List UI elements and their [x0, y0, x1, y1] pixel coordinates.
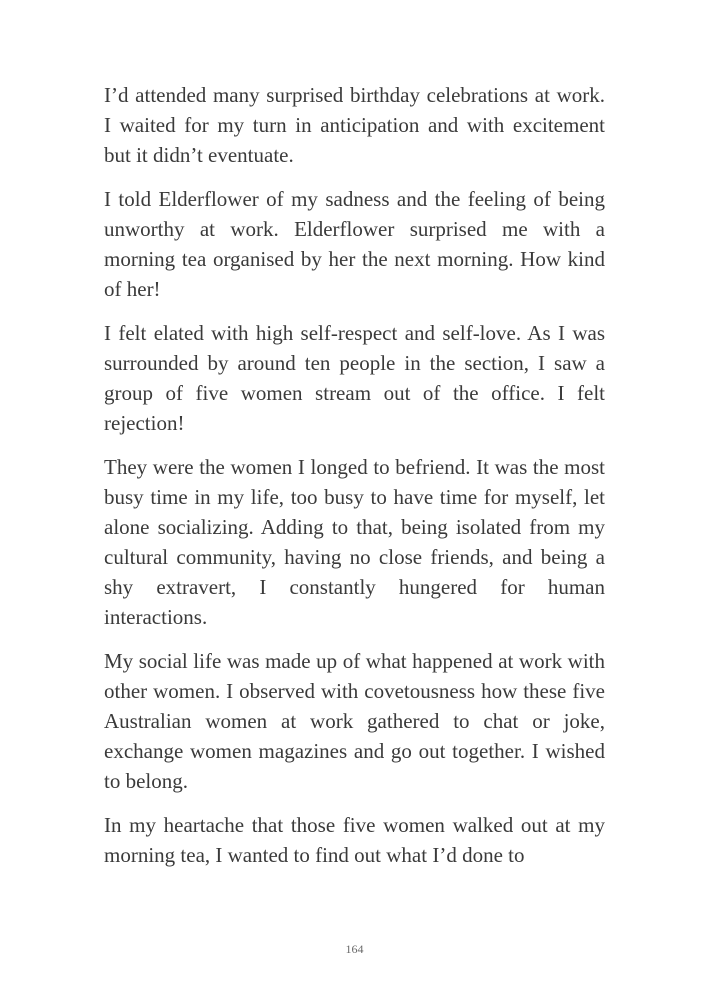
- paragraph-3: I felt elated with high self-respect and self-love. As I was surrounded by around ten people in the section, I saw a group of five women stream out of the office. I felt rejection!: [104, 321, 605, 435]
- paragraph-5: My social life was made up of what happened at work with other women. I observed with covetousness how these five Australian women at work gathered to chat or joke, exchange women magazines and go out together. I wished to belong.: [104, 649, 605, 793]
- page-number: 164: [345, 942, 364, 956]
- paragraph-2: I told Elderflower of my sadness and the feeling of being unworthy at work. Elderflower surprised me with a morning tea organised by her the next morning. How kind of her!: [104, 187, 605, 301]
- paragraph-4: They were the women I longed to befriend. It was the most busy time in my life, too busy to have time for myself, let alone socializing. Adding to that, being isolated from my cultural community, having no close friends, and being a shy extravert, I constantly hungered for human interactions.: [104, 455, 605, 629]
- paragraph-6: In my heartache that those five women walked out at my morning tea, I wanted to find out what I’d done to: [104, 813, 605, 867]
- paragraph-1: I’d attended many surprised birthday celebrations at work. I waited for my turn in anticipation and with excitement but it didn’t eventuate.: [104, 83, 605, 167]
- body-text: [104, 80, 605, 884]
